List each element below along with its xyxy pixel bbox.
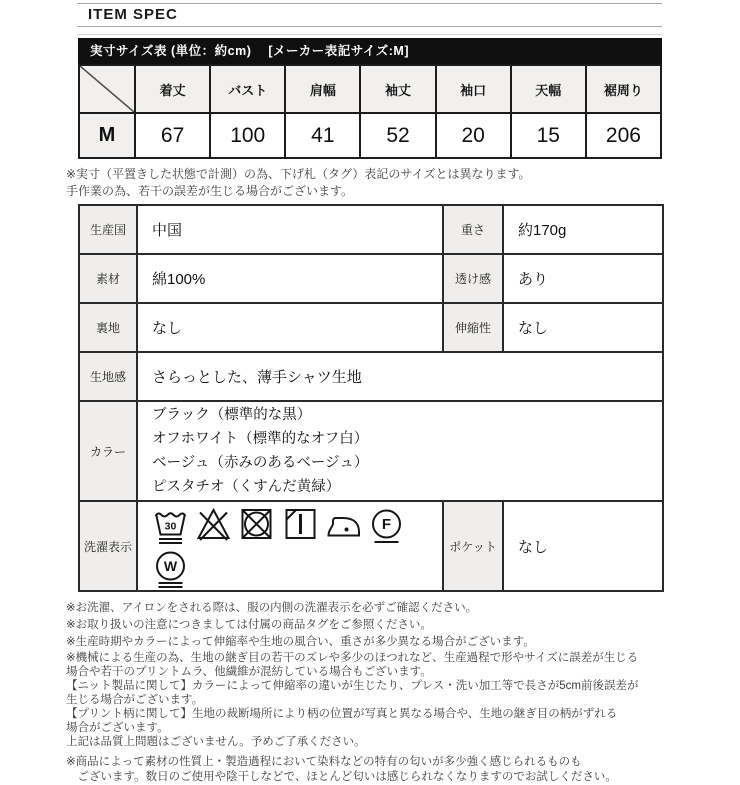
material-label: 素材 (79, 254, 137, 303)
pocket-value: なし (503, 501, 663, 591)
size-table-value-row (79, 113, 661, 158)
size-col-header: 肩幅 (285, 65, 360, 113)
table-row (79, 303, 663, 352)
svg-text:30: 30 (164, 520, 177, 533)
footer-notes-group-2: ※機械による生産の為、生地の継ぎ目の若干のズレや多少のほつれなど、生産過程で形やサイズに誤差が生じる 場合や若干のプリントムラ、他繊維が混紡している場合もございます。 【ニット製品に関して】カラーによって伸縮率の違いが生じたり、プレス・洗い加工等で長さが5cm前後誤差が 生じる場合がございます。 【プリント柄に関して】生地の裁断場所により柄の位置が写真と異なる場合や、生地の継ぎ目の柄がずれる 場合がございます。 上記は品質上問題はございません。予めご了承ください。 (66, 652, 639, 748)
detail-table (78, 204, 664, 592)
footer-notes-group-1: ※お洗濯、アイロンをされる際は、服の内側の洗濯表示を必ずご確認ください。 ※お取り扱いの注意につきましては付属の商品タグをご参照ください。 ※生産時期やカラーによって伸縮率や生地の風合い、重さが多少異なる場合がございます。 (66, 602, 535, 648)
sheerness-value: あり (503, 254, 663, 303)
size-row-label: M (79, 113, 135, 158)
fabric-feel-value: さらっとした、薄手シャツ生地 (137, 352, 663, 401)
size-table-corner-cell (79, 65, 135, 113)
size-col-header: 着丈 (135, 65, 210, 113)
do-not-tumble-dry-icon (238, 505, 275, 547)
material-value: 綿100% (137, 254, 443, 303)
svg-text:W: W (163, 558, 178, 574)
size-table-header-row (79, 65, 661, 113)
size-col-header: バスト (210, 65, 285, 113)
laundry-symbols (137, 501, 443, 591)
drip-dry-in-shade-icon (282, 505, 319, 547)
color-list: ブラック（標準的な黒） オフホワイト（標準的なオフ白） ベージュ（赤みのあるベージュ） ピスタチオ（くすんだ黄緑） (152, 407, 369, 495)
size-value: 206 (586, 113, 661, 158)
weight-label: 重さ (443, 205, 503, 254)
pocket-label: ポケット (443, 501, 503, 591)
fabric-feel-label: 生地感 (79, 352, 137, 401)
dry-clean-F-gentle-icon (368, 505, 405, 547)
color-label: カラー (79, 401, 137, 501)
laundry-label: 洗濯表示 (79, 501, 137, 591)
table-row (79, 205, 663, 254)
size-table (78, 64, 662, 159)
table-row (79, 401, 663, 501)
size-col-header: 裾周り (586, 65, 661, 113)
stretch-value: なし (503, 303, 663, 352)
iron-low-heat-icon (325, 505, 362, 547)
page-title: ITEM SPEC (88, 6, 178, 23)
table-row (79, 352, 663, 401)
size-value: 52 (360, 113, 435, 158)
country-label: 生産国 (79, 205, 137, 254)
color-values (137, 401, 663, 501)
size-col-header: 袖丈 (360, 65, 435, 113)
svg-text:F: F (381, 516, 391, 533)
size-value: 20 (436, 113, 511, 158)
country-value: 中国 (137, 205, 443, 254)
sheerness-label: 透け感 (443, 254, 503, 303)
size-col-header: 天幅 (511, 65, 586, 113)
wash-30-very-gentle-icon (152, 505, 189, 547)
size-value: 100 (210, 113, 285, 158)
diagonal-line-icon (80, 66, 134, 112)
stretch-label: 伸縮性 (443, 303, 503, 352)
size-table-caption: 実寸サイズ表 (単位：約cm) [メーカー表記サイズ:M] (78, 38, 662, 64)
page-header (77, 3, 662, 27)
table-row (79, 501, 663, 591)
footer-notes (66, 600, 724, 785)
size-value: 67 (135, 113, 210, 158)
weight-value: 約170g (503, 205, 663, 254)
divider (77, 34, 662, 35)
size-col-header: 袖口 (436, 65, 511, 113)
lining-label: 裏地 (79, 303, 137, 352)
size-table-notes: ※実寸（平置きした状態で計測）の為、下げ札（タグ）表記のサイズとは異なります。 手作業の為、若干の誤差が生じる場合がございます。 (66, 167, 531, 198)
page (0, 3, 740, 785)
footer-notes-group-3: ※商品によって素材の性質上・製造過程において染料などの特有の匂いが多少強く感じられるものも ございます。数日のご使用や陰干しなどで、ほとんど匂いは感じられなくなりますのでお試しください。 (66, 756, 617, 783)
size-value: 41 (285, 113, 360, 158)
do-not-bleach-icon (195, 505, 232, 547)
lining-value: なし (137, 303, 443, 352)
size-value: 15 (511, 113, 586, 158)
wet-clean-W-very-gentle-icon (152, 547, 189, 589)
table-row (79, 254, 663, 303)
